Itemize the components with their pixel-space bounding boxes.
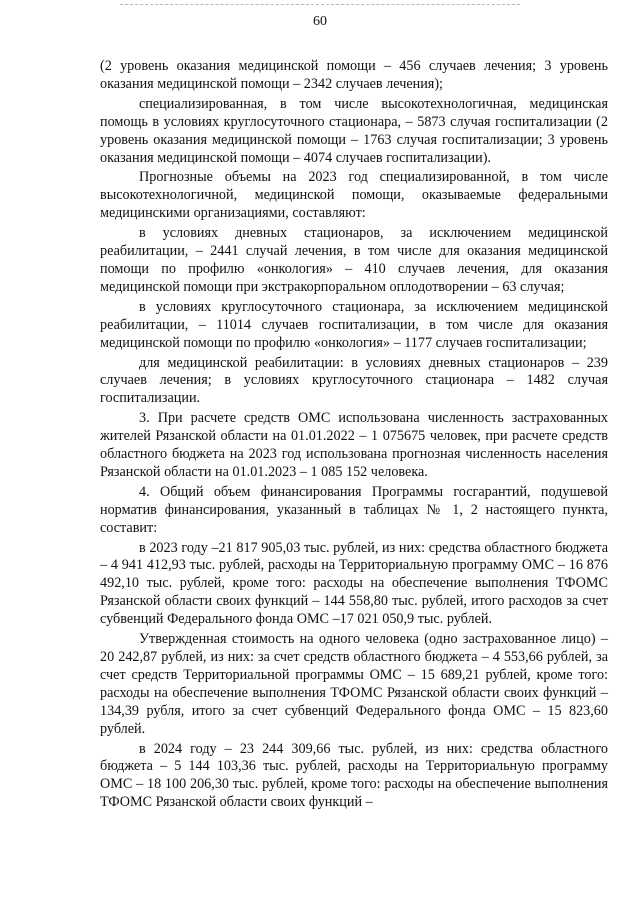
paragraph: в условиях круглосуточного стационара, за исключением медицинской реабилитации, – 11014 случаев госпитализации, в том числе для оказания медицинской помощи по профилю «онкология» – 1177 случаев госпитализации; [100,298,608,351]
paragraph: специализированная, в том числе высокотехнологичная, медицинская помощь в условиях круглосуточного стационара, – 5873 случая госпитализации (2 уровень оказания медицинской помощи – 1763 случая госпитализации; 3 уровень оказания медицинской помощи – 4074 случаев госпитализации). [100,95,608,166]
paragraph: (2 уровень оказания медицинской помощи – 456 случаев лечения; 3 уровень оказания медицинской помощи – 2342 случаев лечения); [100,58,608,92]
paragraph: в 2024 году – 23 244 309,66 тыс. рублей, из них: средства областного бюджета – 5 144 103,36 тыс. рублей, расходы на Территориальную программу ОМС – 18 100 206,30 тыс. рублей, кроме того: расходы на обеспечение выполнения ТФОМС Рязанской области своих функций – [100,740,608,811]
paragraph: в 2023 году –21 817 905,03 тыс. рублей, из них: средства областного бюджета – 4 941 412,93 тыс. рублей, расходы на Территориальную программу ОМС – 16 876 492,10 тыс. рублей, кроме того: расходы на обеспечение выполнения ТФОМС Рязанской области своих функций – 144 558,80 тыс. рублей, итого расходов за счет субвенций Федерального фонда ОМС –17 021 050,9 тыс. рублей. [100,539,608,628]
scan-artifact-line [120,4,520,5]
paragraph: для медицинской реабилитации: в условиях дневных стационаров – 239 случаев лечения; в условиях круглосуточного стационара – 1482 случая госпитализации. [100,354,608,407]
paragraph: Прогнозные объемы на 2023 год специализированной, в том числе высокотехнологичной, медицинской помощи, оказываемые федеральными медицинскими организациями, составляют: [100,169,608,222]
page-number: 60 [313,14,327,29]
paragraph: в условиях дневных стационаров, за исключением медицинской реабилитации, – 2441 случай лечения, в том числе для оказания медицинской помощи по профилю «онкология» – 410 случаев лечения, для оказания медицинской помощи при экстракорпоральном оплодотворении – 63 случая; [100,225,608,295]
document-body [100,58,608,814]
paragraph: 3. При расчете средств ОМС использована численность застрахованных жителей Рязанской области на 01.01.2022 – 1 075675 человек, при расчете средств областного бюджета на 2023 год использована прогнозная численность населения Рязанской области на 01.01.2023 – 1 085 152 человека. [100,410,608,480]
paragraph: Утвержденная стоимость на одного человека (одно застрахованное лицо) – 20 242,87 рублей, из них: за счет средств областного бюджета – 4 553,66 рублей, за счет средств Территориальной программы ОМС – 15 689,21 рублей, кроме того: расходы на обеспечение выполнения ТФОМС Рязанской области своих функций – 134,39 рубля, итого за счет субвенций Федерального фонда ОМС – 15 823,60 рублей. [100,631,608,737]
paragraph: 4. Общий объем финансирования Программы госгарантий, подушевой норматив финансирования, указанный в таблицах № 1, 2 настоящего пункта, составит: [100,483,608,536]
